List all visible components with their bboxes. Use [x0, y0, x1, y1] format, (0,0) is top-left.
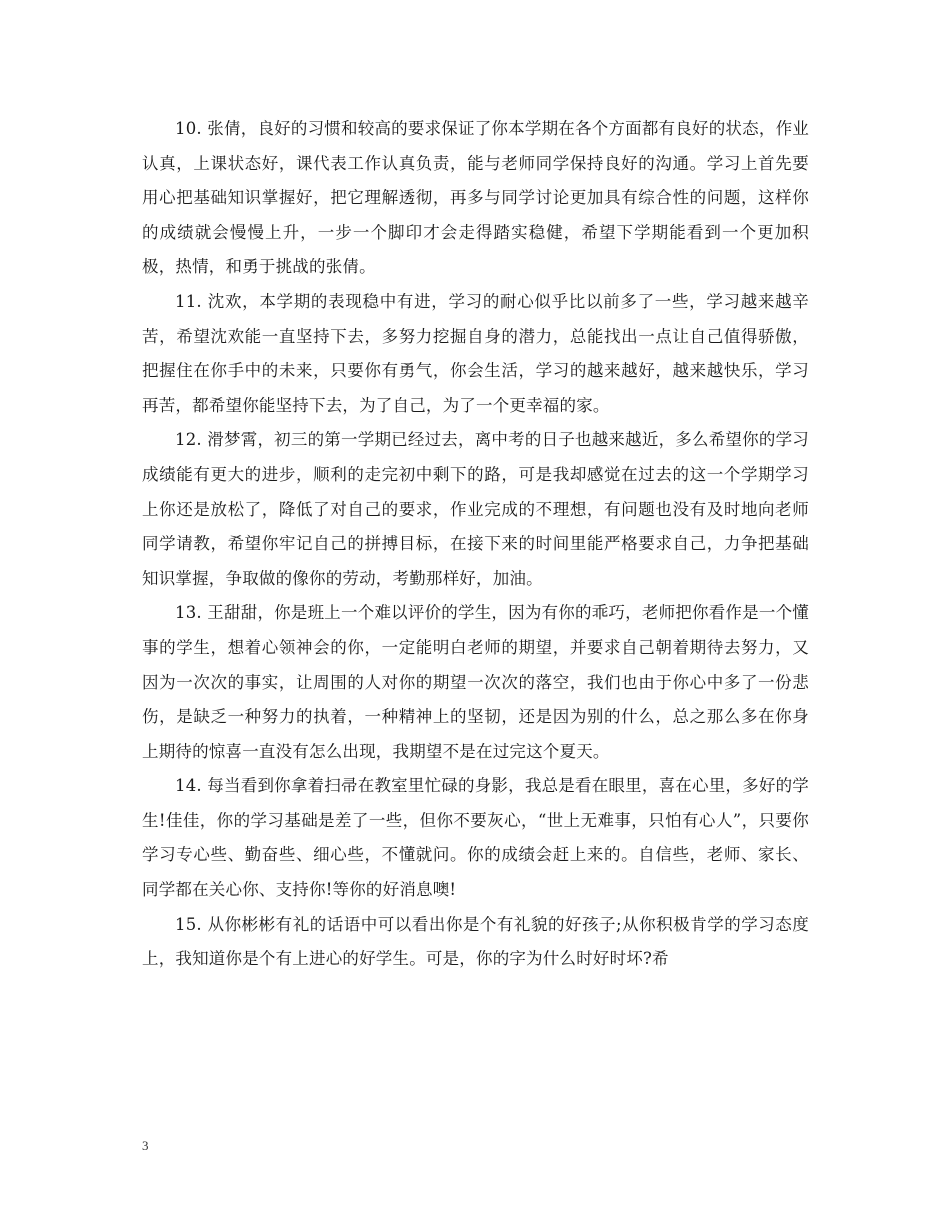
comment-paragraph-11: 11. 沈欢，本学期的表现稳中有进，学习的耐心似乎比以前多了一些，学习越来越辛苦，希望沈欢能一直坚持下去，多努力挖掘自身的潜力，总能找出一点让自己值得骄傲，把握住在你手中的未来，只要你有勇气，你会生活，学习的越来越好，越来越快乐，学习再苦，都希望你能坚持下去，为了自己，为了一个更幸福的家。 [142, 291, 809, 415]
page-number: 3 [142, 1138, 149, 1153]
comment-paragraph-13: 13. 王甜甜，你是班上一个难以评价的学生，因为有你的乖巧，老师把你看作是一个懂事的学生，想着心领神会的你，一定能明白老师的期望，并要求自己朝着期待去努力，又因为一次次的事实，让周围的人对你的期望一次次的落空，我们也由于你心中多了一份悲伤，是缺乏一种努力的执着，一种精神上的坚韧，还是因为别的什么，总之那么多在你身上期待的惊喜一直没有怎么出现，我期望不是在过完这个夏天。 [142, 603, 809, 761]
comment-paragraph-12: 12. 滑梦霄，初三的第一学期已经过去，离中考的日子也越来越近，多么希望你的学习成绩能有更大的进步，顺利的走完初中剩下的路，可是我却感觉在过去的这一个学期学习上你还是放松了，降低了对自己的要求，作业完成的不理想，有问题也没有及时地向老师同学请教，希望你牢记自己的拼搏目标，在接下来的时间里能严格要求自己，力争把基础知识掌握，争取做的像你的劳动，考勤那样好，加油。 [142, 430, 809, 588]
page-body [142, 112, 809, 977]
comment-paragraph-15: 15. 从你彬彬有礼的话语中可以看出你是个有礼貌的好孩子;从你积极肯学的学习态度上，我知道你是个有上进心的好学生。可是，你的字为什么时好时坏?希 [142, 914, 809, 969]
comment-paragraph-14: 14. 每当看到你拿着扫帚在教室里忙碌的身影，我总是看在眼里，喜在心里，多好的学生!佳佳，你的学习基础是差了一些，但你不要灰心，“世上无难事，只怕有心人”，只要你学习专心些、勤奋些、细心些，不懂就问。你的成绩会赶上来的。自信些，老师、家长、同学都在关心你、支持你!等你的好消息噢! [142, 776, 809, 900]
comment-paragraph-10: 10. 张倩，良好的习惯和较高的要求保证了你本学期在各个方面都有良好的状态，作业认真，上课状态好，课代表工作认真负责，能与老师同学保持良好的沟通。学习上首先要用心把基础知识掌握好，把它理解透彻，再多与同学讨论更加具有综合性的问题，这样你的成绩就会慢慢上升，一步一个脚印才会走得踏实稳健，希望下学期能看到一个更加积极，热情，和勇于挑战的张倩。 [142, 119, 809, 277]
